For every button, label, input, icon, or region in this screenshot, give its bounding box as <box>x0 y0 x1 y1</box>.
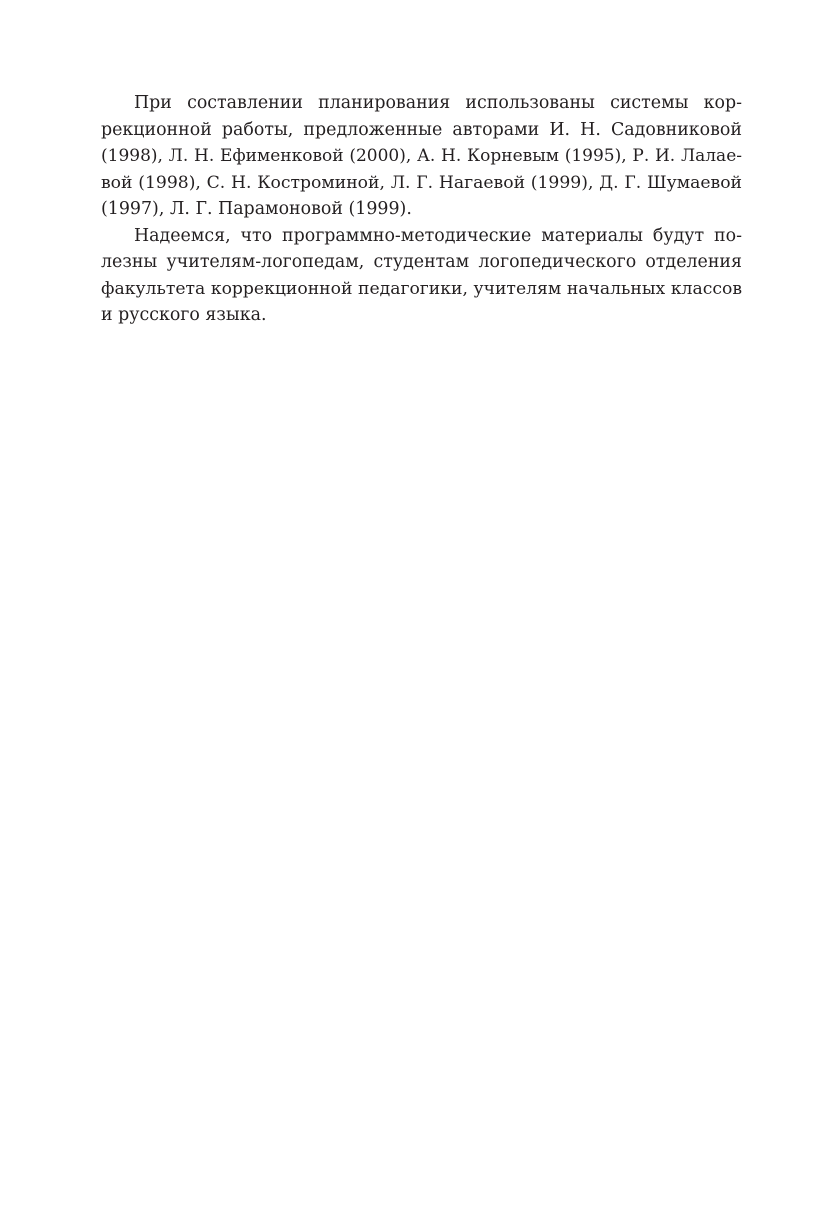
body-text <box>101 90 742 329</box>
paragraph-audience <box>101 223 742 329</box>
text-line: Надеемся, что программно-методические материалы будут по- <box>134 225 742 246</box>
paragraph-sources <box>101 90 742 223</box>
text-line: (1998), Л. Н. Ефименковой (2000), А. Н. Корневым (1995), Р. И. Лалае- <box>101 146 742 166</box>
text-line: и русского языка. <box>101 305 267 325</box>
text-line: лезны учителям-логопедам, студентам логопедического отделения <box>101 252 742 272</box>
text-line: (1997), Л. Г. Парамоновой (1999). <box>101 199 412 219</box>
text-line: вой (1998), С. Н. Костроминой, Л. Г. Нагаевой (1999), Д. Г. Шумаевой <box>101 172 742 193</box>
text-line: При составлении планирования использованы системы кор- <box>134 93 742 113</box>
text-line: рекционной работы, предложенные авторами И. Н. Садовниковой <box>101 119 742 140</box>
text-line: факультета коррекционной педагогики, учителям начальных классов <box>101 278 742 299</box>
